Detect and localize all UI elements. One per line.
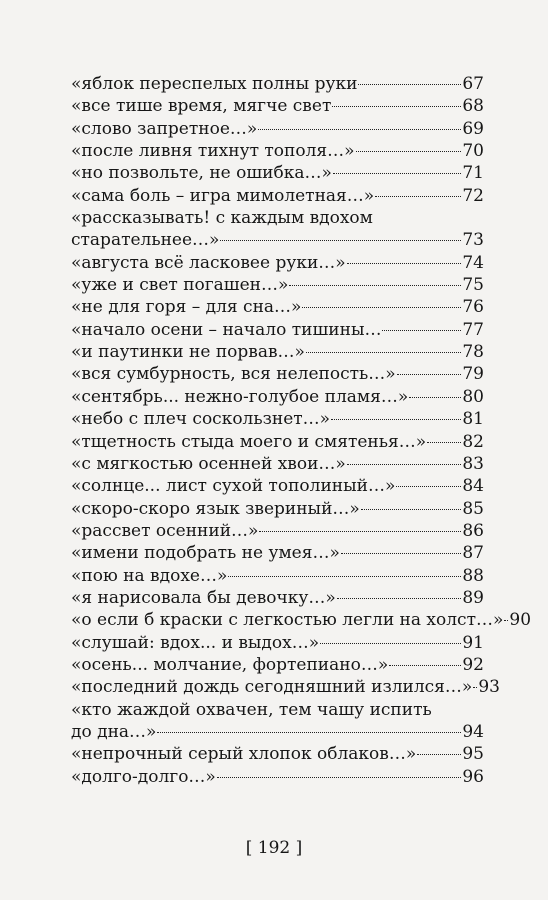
dot-leader [358, 84, 461, 85]
toc-entry-page: 84 [462, 476, 484, 497]
toc-entry-title: «вся сумбурность, вся нелепость…» [71, 364, 396, 385]
toc-entry [71, 542, 484, 564]
dot-leader [228, 576, 461, 577]
toc-entry-title: «слушай: вдох... и выдох…» [71, 632, 320, 653]
toc-entry [71, 632, 484, 654]
dot-leader [217, 777, 462, 778]
toc-entry-title: «сама боль – игра мимолетная…» [71, 185, 375, 206]
toc-entry [71, 408, 484, 430]
toc-entry-title: «тщетность стыда моего и смятенья…» [71, 431, 427, 452]
toc-entry-title: «начало осени – начало тишины… [71, 319, 382, 340]
toc-entry [71, 363, 484, 385]
toc-entry-title: «августа всё ласковее руки…» [71, 252, 346, 273]
toc-entry-title: «и паутинки не порвав…» [71, 342, 305, 363]
toc-entry [71, 743, 484, 765]
toc-entry [71, 699, 484, 744]
dot-leader [409, 397, 461, 398]
dot-leader [396, 486, 461, 487]
dot-leader [341, 553, 461, 554]
toc-entry-title-line1: «рассказывать! с каждым вдохом [71, 208, 373, 229]
dot-leader [332, 106, 461, 107]
dot-leader [331, 419, 461, 420]
toc-entry-page: 81 [462, 409, 484, 430]
toc-entry [71, 162, 484, 184]
toc-entry [71, 207, 484, 252]
toc-entry-title: «слово запретное…» [71, 118, 258, 139]
toc-entry [71, 453, 484, 475]
toc-entry-title-line2: до дна…» [71, 721, 157, 742]
toc-entry [71, 520, 484, 542]
toc-entry [71, 676, 500, 698]
toc-entry [71, 140, 484, 162]
toc-entry-line2 [71, 229, 484, 251]
toc-entry-title-line2: старательнее…» [71, 230, 220, 251]
toc-entry-page: 93 [478, 677, 500, 698]
toc-entry-page: 94 [462, 721, 484, 742]
dot-leader [320, 643, 461, 644]
toc-entry-page: 91 [462, 632, 484, 653]
toc-entry [71, 565, 484, 587]
toc-entry [71, 587, 484, 609]
toc-entry [71, 341, 484, 363]
toc-entry [71, 498, 484, 520]
toc-entry-page: 82 [462, 431, 484, 452]
toc-entry [71, 475, 484, 497]
toc-entry-title: «солнце... лист сухой тополиный…» [71, 476, 396, 497]
toc-entry [71, 185, 484, 207]
dot-leader [347, 263, 462, 264]
toc-entry-title: «яблок переспелых полны руки [71, 74, 358, 94]
dot-leader [356, 151, 462, 152]
toc-entry [71, 73, 484, 95]
toc-entry-page: 88 [462, 565, 484, 586]
dot-leader [417, 754, 461, 755]
toc-entry [71, 319, 484, 341]
dot-leader [337, 598, 462, 599]
toc-entry-page: 71 [462, 163, 484, 184]
dot-leader [289, 285, 461, 286]
toc-entry-title: «все тише время, мягче свет [71, 96, 332, 117]
dot-leader [361, 509, 462, 510]
dot-leader [382, 330, 461, 331]
toc-entry-page: 96 [462, 766, 484, 787]
dot-leader [259, 531, 461, 532]
toc-entry [71, 766, 484, 788]
dot-leader [389, 665, 461, 666]
dot-leader [306, 352, 461, 353]
toc-entry-title: «после ливня тихнут тополя…» [71, 141, 355, 162]
toc-entry-title: «о если б краски с легкостью легли на холст…» [71, 610, 504, 631]
dot-leader [347, 464, 462, 465]
toc-entry-title: «рассвет осенний…» [71, 520, 259, 541]
toc-entry-page: 69 [462, 118, 484, 139]
toc-entry-page: 67 [462, 74, 484, 94]
toc-entry-page: 76 [462, 297, 484, 318]
toc-entry-page: 86 [462, 520, 484, 541]
dot-leader [397, 374, 462, 375]
toc-entry [71, 654, 484, 676]
toc-entry-page: 73 [462, 230, 484, 251]
dot-leader [157, 732, 461, 733]
toc-entry-page: 70 [462, 141, 484, 162]
toc-entry-title: «имени подобрать не умея…» [71, 543, 340, 564]
toc-entry-page: 77 [462, 319, 484, 340]
toc-entry-page: 68 [462, 96, 484, 117]
toc-entry-page: 75 [462, 275, 484, 296]
toc-entry-title: «непрочный серый хлопок облаков…» [71, 744, 417, 765]
toc-entry-page: 80 [462, 386, 484, 407]
toc-entry-page: 79 [462, 364, 484, 385]
dot-leader [258, 129, 461, 130]
toc-entry [71, 431, 484, 453]
toc-entry-page: 83 [462, 453, 484, 474]
toc-entry [71, 609, 532, 631]
toc-entry-title: «с мягкостью осенней хвои…» [71, 453, 346, 474]
toc-entry-title: «скоро-скоро язык звериный…» [71, 498, 360, 519]
toc-entry-title: «последний дождь сегодняшний излился…» [71, 677, 473, 698]
toc-entry-title: «долго-долго…» [71, 766, 216, 787]
toc-entry [71, 274, 484, 296]
toc-entry-page: 95 [462, 744, 484, 765]
toc-entry [71, 95, 484, 117]
toc-entry-line2 [71, 721, 484, 743]
toc-entry [71, 296, 484, 318]
toc-entry-title: «небо с плеч соскользнет…» [71, 409, 331, 430]
dot-leader [473, 687, 477, 688]
toc-entry-page: 90 [509, 610, 532, 631]
dot-leader [504, 620, 508, 621]
toc-entry-title: «я нарисовала бы девочку…» [71, 587, 336, 608]
toc-entry-page: 89 [462, 587, 484, 608]
table-of-contents [71, 73, 532, 788]
toc-entry-title-line1: «кто жаждой охвачен, тем чашу испить [71, 699, 432, 720]
toc-entry [71, 386, 484, 408]
toc-entry-title: «пою на вдохе…» [71, 565, 228, 586]
toc-entry [71, 118, 484, 140]
dot-leader [375, 196, 461, 197]
toc-entry-page: 72 [462, 185, 484, 206]
toc-entry-title: «сентябрь... нежно-голубое пламя…» [71, 386, 409, 407]
toc-entry-title: «не для горя – для сна…» [71, 297, 302, 318]
toc-entry-page: 78 [462, 342, 484, 363]
toc-entry-page: 74 [462, 252, 484, 273]
dot-leader [427, 442, 461, 443]
dot-leader [220, 240, 461, 241]
dot-leader [333, 173, 461, 174]
toc-entry-title: «но позвольте, не ошибка…» [71, 163, 332, 184]
toc-entry [71, 252, 484, 274]
dot-leader [302, 307, 461, 308]
toc-entry-title: «осень... молчание, фортепиано…» [71, 654, 389, 675]
toc-entry-page: 92 [462, 654, 484, 675]
page-number: [ 192 ] [245, 838, 303, 858]
toc-entry-page: 87 [462, 543, 484, 564]
toc-entry-page: 85 [462, 498, 484, 519]
toc-entry-title: «уже и свет погашен…» [71, 275, 289, 296]
